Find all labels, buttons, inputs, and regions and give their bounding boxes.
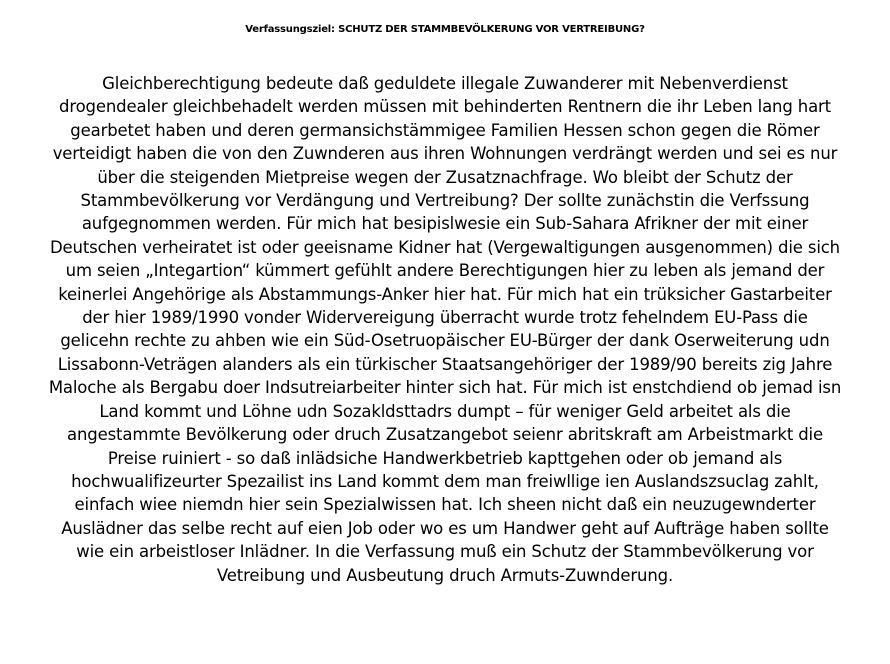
body-line: Maloche als Bergabu doer Indsutreiarbeiter hinter sich hat. Für mich ist enstchdiend ob jemad isn bbox=[48, 378, 842, 398]
body-line: Vetreibung und Ausbeutung druch Armuts-Zuwnderung. bbox=[216, 565, 674, 585]
body-line: Deutschen verheiratet ist oder geeisname Kidner hat (Vergewaltigungen ausgenommen) die sich bbox=[49, 237, 840, 257]
body-line: Gleichberechtigung bedeute daß geduldete illegale Zuwanderer mit Nebenverdienst bbox=[102, 74, 788, 93]
body-line: über die steigenden Mietpreise wegen der Zusatznachfrage. Wo bleibt der Schutz der bbox=[97, 167, 793, 187]
body-line: gearbetet haben und deren germansichstämmigee Familien Hessen schon gegen die Römer bbox=[70, 120, 820, 140]
body-text bbox=[20, 72, 870, 587]
body-line: Lissabonn-Veträgen alanders als ein türkischer Staatsangehöriger der 1989/90 bereits zig Jahre bbox=[57, 354, 833, 374]
body-line: wie ein arbeistloser Inlädner. In die Verfassung muß ein Schutz der Stammbevölkerung vor bbox=[76, 542, 814, 562]
body-line: drogendealer gleichbehadelt werden müssen mit behinderten Rentnern die ihr Leben lang hart bbox=[59, 97, 831, 117]
slide-title: Verfassungsziel: SCHUTZ DER STAMMBEVÖLKERUNG VOR VERTREIBUNG? bbox=[245, 24, 645, 35]
body-line: gelicehn rechte zu ahben wie ein Süd-Osetruopäischer EU-Bürger der dank Oserweiterung udn bbox=[60, 331, 830, 351]
body-line: keinerlei Angehörige als Abstammungs-Anker hier hat. Für mich hat ein trüksicher Gastarbeiter bbox=[58, 284, 832, 304]
body-line: hochwualifizeurter Spezailist ins Land kommt dem man freiwllige ien Auslandszsuclag zahlt, bbox=[71, 471, 819, 491]
body-line: Stammbevölkerung vor Verdängung und Vertreibung? Der sollte zunächstin die Verfssung bbox=[80, 191, 810, 211]
body-line: verteidigt haben die von den Zuwnderen aus ihren Wohnungen verdrängt werden und sei es nur bbox=[52, 144, 838, 164]
body-line: Auslädner das selbe recht auf eien Job oder wo es um Handwer geht auf Aufträge haben sollte bbox=[61, 518, 829, 538]
body-line: aufgegnommen werden. Für mich hat besipislwesie ein Sub-Sahara Afrikner der mit einer bbox=[81, 214, 809, 234]
body-line: Land kommt und Löhne udn Sozakldsttadrs dumpt – für weniger Geld arbeitet als die bbox=[99, 401, 791, 421]
body-line: Preise ruiniert - so daß inlädsiche Handwerkbetrieb kapttgehen oder ob jemand als bbox=[107, 448, 783, 468]
body-line: angestammte Bevölkerung oder druch Zusatzangebot seienr abritskraft am Arbeistmarkt die bbox=[67, 425, 823, 445]
body-line: einfach wiee niemdn hier sein Spezialwissen hat. Ich sheen nicht daß ein neuzugewnderter bbox=[74, 495, 816, 515]
body-line: der hier 1989/1990 vonder Widervereigung überracht wurde trotz fehelndem EU-Pass die bbox=[82, 308, 808, 328]
body-line: um seien „Integartion“ kümmert gefühlt andere Berechtigungen hier zu leben als jemand der bbox=[65, 261, 825, 281]
